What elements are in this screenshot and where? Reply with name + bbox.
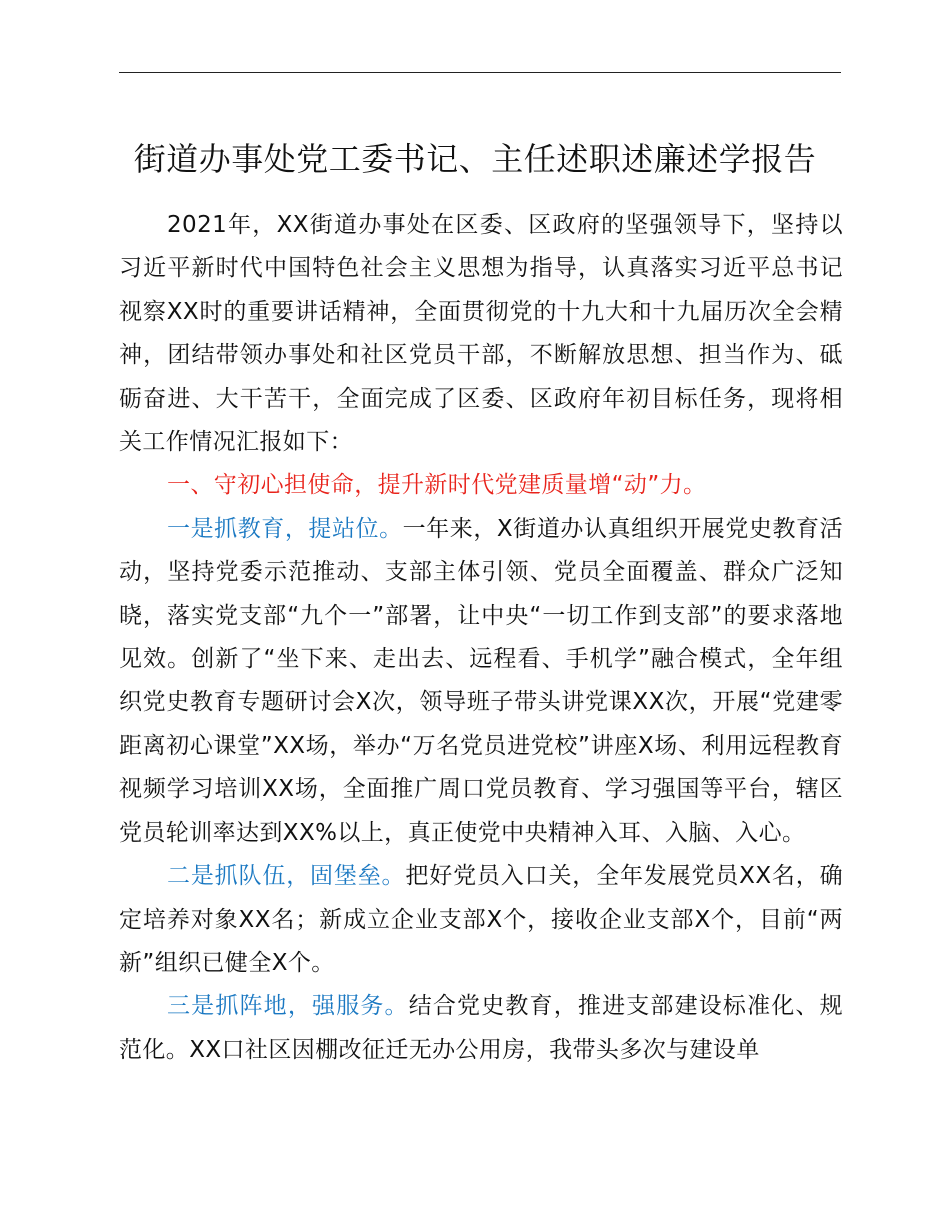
item-3-paragraph — [119, 985, 843, 1072]
header-rule — [119, 72, 841, 73]
item-3-lead: 三是抓阵地，强服务。 — [167, 993, 409, 1020]
document-body — [119, 204, 843, 1072]
item-1-lead: 一是抓教育，提站位。 — [167, 515, 403, 542]
item-1-text: 一年来，X街道办认真组织开展党史教育活动，坚持党委示范推动、支部主体引领、党员全面覆盖、群众广泛知晓，落实党支部“九个一”部署，让中央“一切工作到支部”的要求落地见效。创新了“坐下来、走出去、远程看、手机学”融合模式，全年组织党史教育专题研讨会X次，领导班子带头讲党课XX次，开展“党建零距离初心课堂”XX场，举办“万名党员进党校”讲座X场、利用远程教育视频学习培训XX场，全面推广周口党员教育、学习强国等平台，辖区党员轮训率达到XX%以上，真正使党中央精神入耳、入脑、入心。 — [119, 515, 844, 846]
item-1-paragraph — [119, 508, 843, 855]
intro-paragraph: 2021年，XX街道办事处在区委、区政府的坚强领导下，坚持以习近平新时代中国特色社会主义思想为指导，认真落实习近平总书记视察XX时的重要讲话精神，全面贯彻党的十九大和十九届历次全会精神，团结带领办事处和社区党员干部，不断解放思想、担当作为、砥砺奋进、大干苦干，全面完成了区委、区政府年初目标任务，现将相关工作情况汇报如下： — [119, 212, 843, 456]
item-3-text: 结合党史教育，推进支部建设标准化、规范化。XX口社区因棚改征迁无办公用房，我带头多次与建设单 — [119, 993, 843, 1063]
item-2-paragraph — [119, 855, 843, 985]
document-title: 街道办事处党工委书记、主任述职述廉述学报告 — [133, 140, 817, 178]
section-1-heading: 一、守初心担使命，提升新时代党建质量增“动”力。 — [167, 472, 707, 499]
item-2-text: 把好党员入口关，全年发展党员XX名，确定培养对象XX名；新成立企业支部X个，接收企业支部X个，目前“两新”组织已健全X个。 — [119, 863, 843, 976]
item-2-lead: 二是抓队伍，固堡垒。 — [167, 863, 406, 890]
